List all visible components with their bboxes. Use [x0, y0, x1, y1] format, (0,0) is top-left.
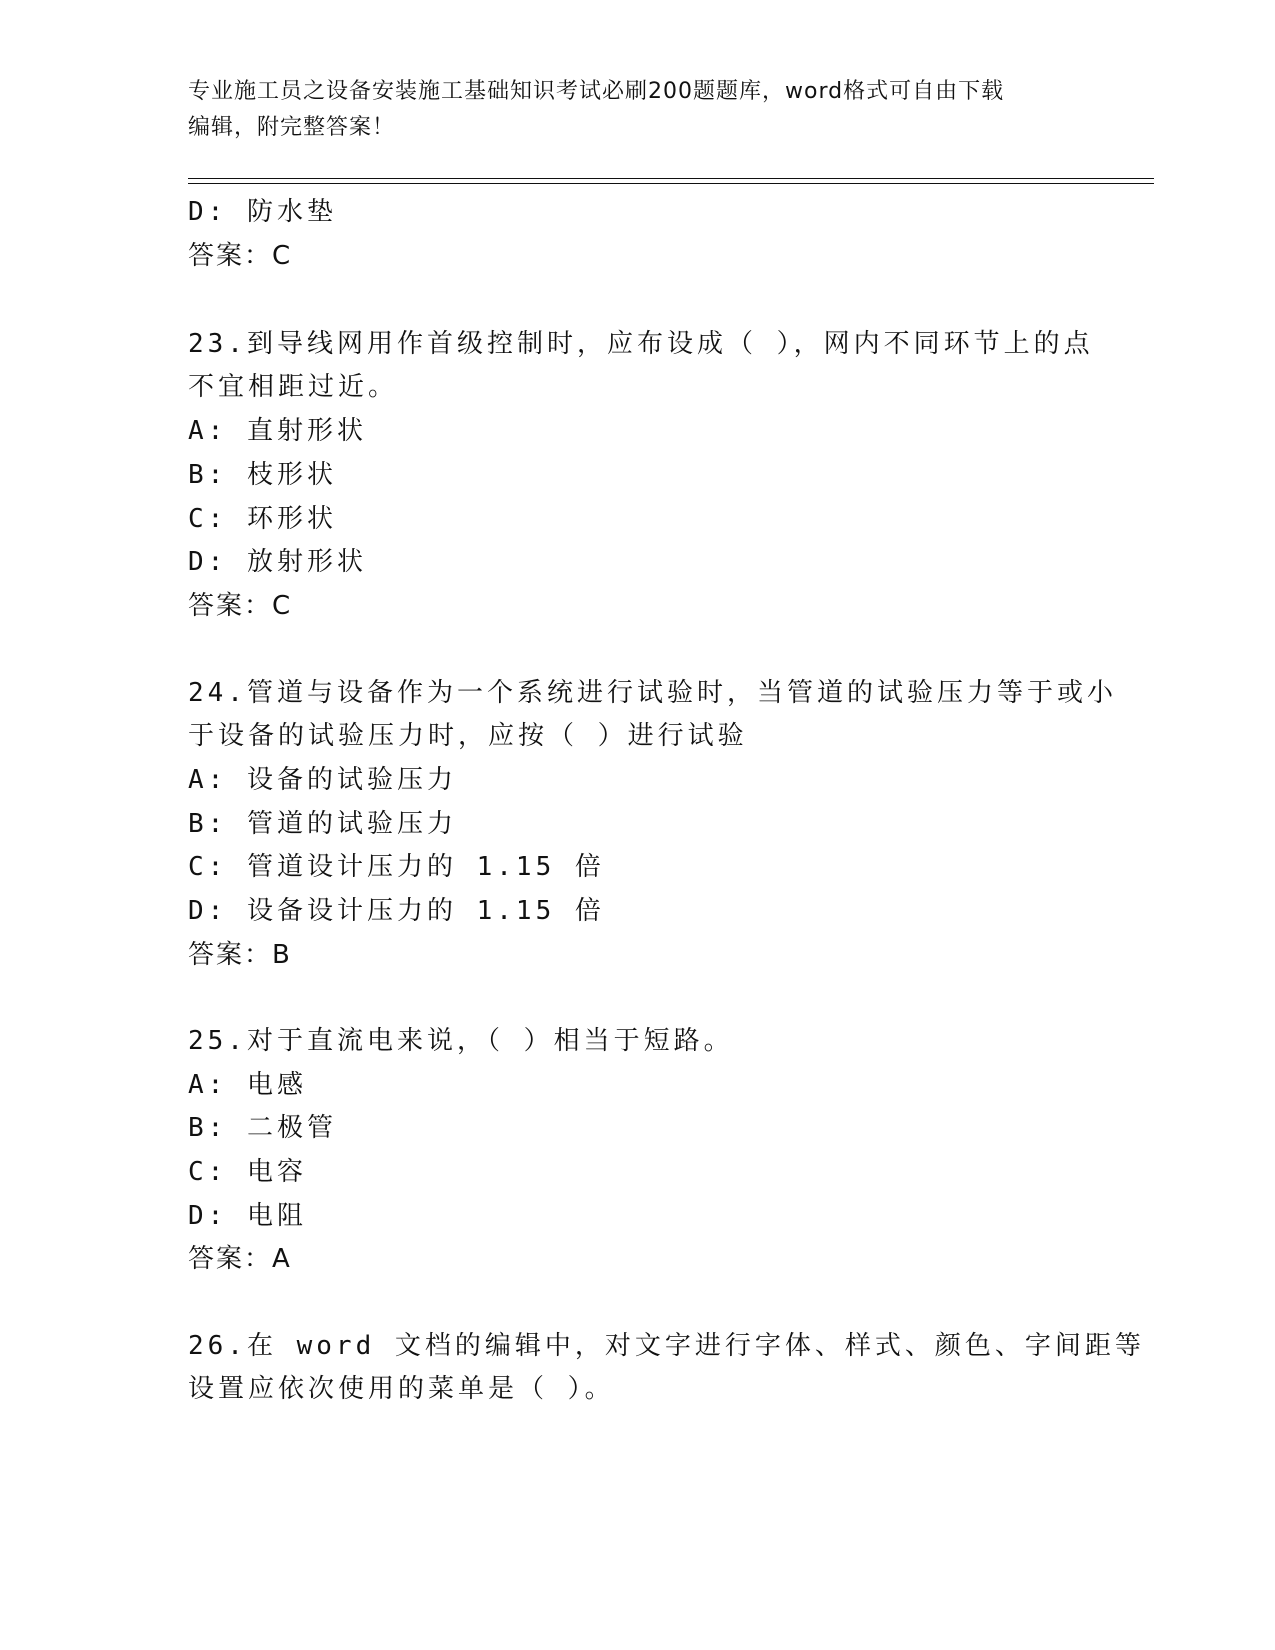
q23-answer: 答案：C: [188, 591, 293, 621]
q23-option-b: B: 枝形状: [188, 460, 337, 490]
header-title-line-1: 专业施工员之设备安装施工基础知识考试必刷200题题库，word格式可自由下载: [188, 79, 1005, 104]
q24-option-b: B: 管道的试验压力: [188, 809, 457, 839]
q24-stem-line-2: 于设备的试验压力时，应按（ ）进行试验: [188, 721, 748, 751]
q26-stem-line-1: 26.在 word 文档的编辑中，对文字进行字体、样式、颜色、字间距等: [188, 1331, 1145, 1361]
header-divider-bottom: [188, 183, 1154, 184]
q24-option-a: A: 设备的试验压力: [188, 765, 457, 795]
document-header: [188, 74, 1088, 146]
q25-option-d: D: 电阻: [188, 1201, 307, 1231]
q25-option-b: B: 二极管: [188, 1113, 337, 1143]
q25-answer: 答案：A: [188, 1244, 292, 1274]
q23-stem-line-1: 23.到导线网用作首级控制时，应布设成（ ），网内不同环节上的点: [188, 329, 1094, 359]
header-title-line-2: 编辑，附完整答案！: [188, 115, 396, 140]
q25-stem-line-1: 25.对于直流电来说，（ ）相当于短路。: [188, 1026, 734, 1056]
q24-option-c: C: 管道设计压力的 1.15 倍: [188, 852, 605, 882]
q24-answer: 答案：B: [188, 940, 292, 970]
q25-option-c: C: 电容: [188, 1157, 307, 1187]
q22-option-d: D: 防水垫: [188, 197, 337, 227]
header-divider-top: [188, 178, 1154, 179]
q23-option-a: A: 直射形状: [188, 416, 367, 446]
q22-answer: 答案：C: [188, 241, 293, 271]
q23-stem-line-2: 不宜相距过近。: [188, 372, 399, 402]
q26-stem-line-2: 设置应依次使用的菜单是（ ）。: [188, 1374, 615, 1404]
q24-stem-line-1: 24.管道与设备作为一个系统进行试验时，当管道的试验压力等于或小: [188, 678, 1117, 708]
q23-option-c: C: 环形状: [188, 504, 337, 534]
q24-option-d: D: 设备设计压力的 1.15 倍: [188, 896, 605, 926]
q25-option-a: A: 电感: [188, 1070, 307, 1100]
q23-option-d: D: 放射形状: [188, 547, 367, 577]
